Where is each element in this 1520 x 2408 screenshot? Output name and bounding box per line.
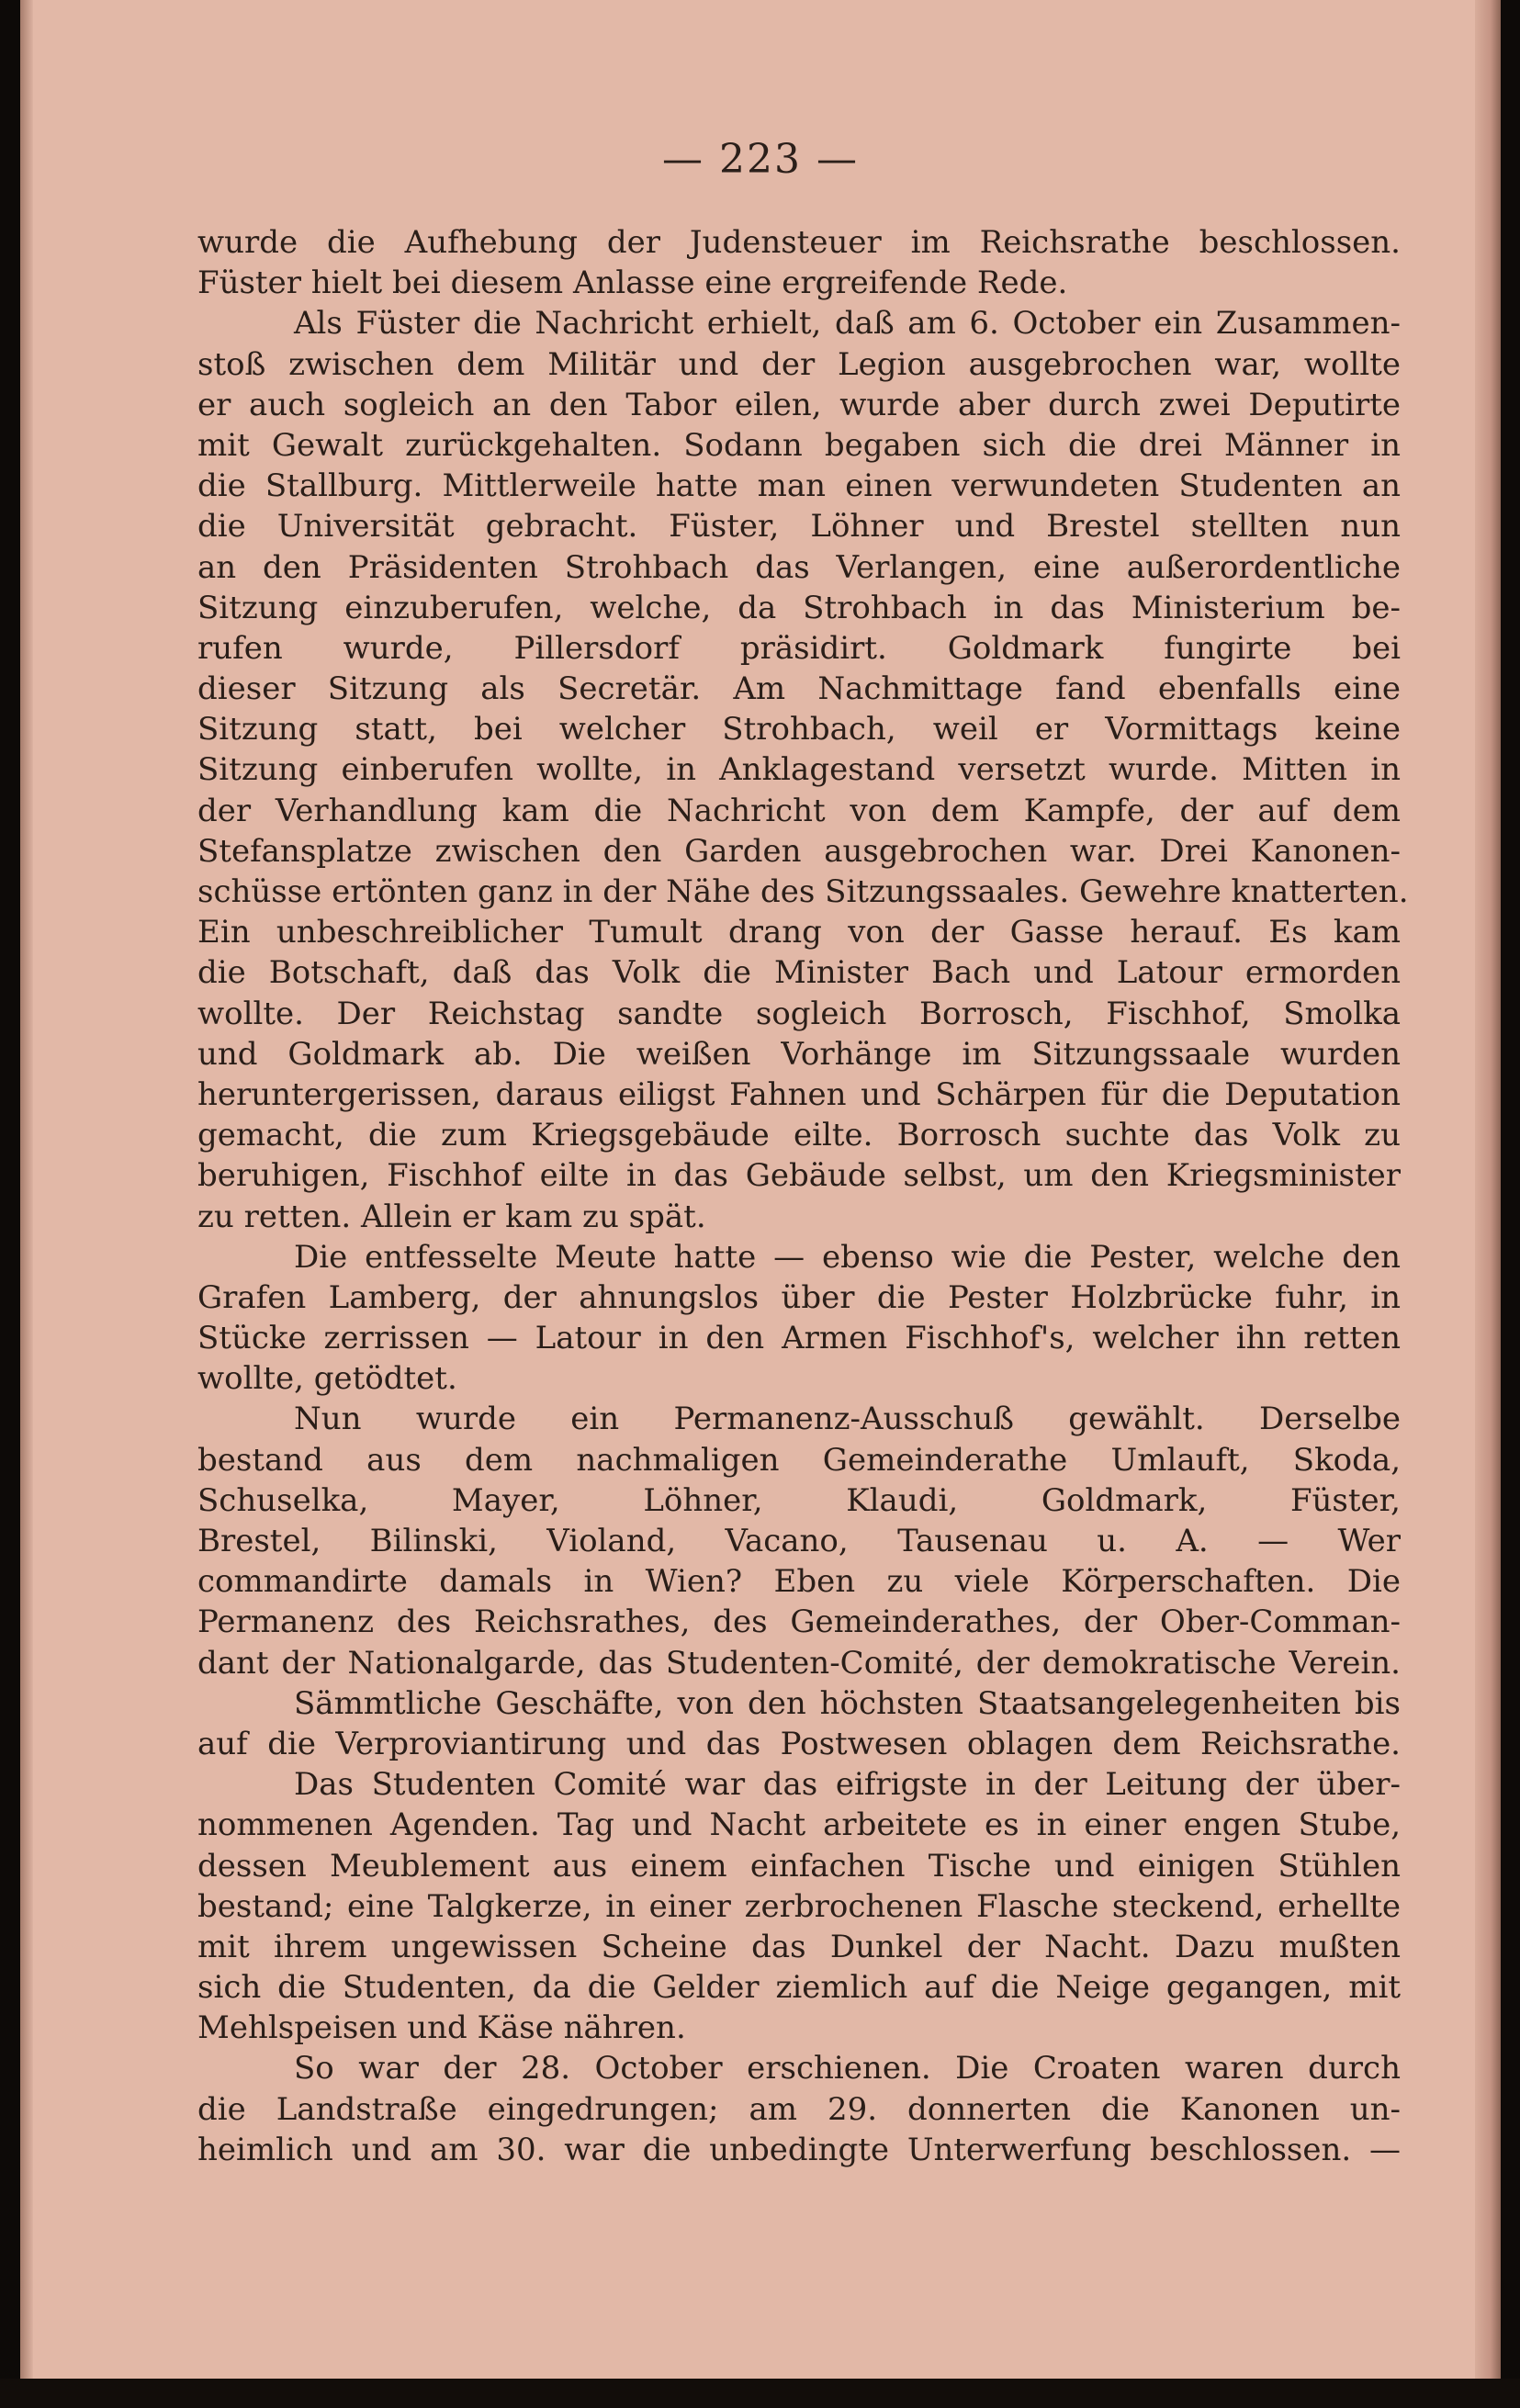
text-line: stoß zwischen dem Militär und der Legion ausgebrochen war, wollte <box>197 345 1401 383</box>
text-line: die Landstraße eingedrungen; am 29. donnerten die Kanonen un- <box>197 2090 1401 2128</box>
page-binding-edge <box>1475 0 1501 2408</box>
text-line: er auch sogleich an den Tabor eilen, wurde aber durch zwei Deputirte <box>197 386 1401 423</box>
text-line: die Stallburg. Mittlerweile hatte man einen verwundeten Studenten an <box>197 467 1401 505</box>
text-line: an den Präsidenten Strohbach das Verlangen, eine außerordentliche <box>197 548 1401 586</box>
text-line: Sitzung einzuberufen, welche, da Strohbach in das Ministerium be- <box>197 589 1401 626</box>
text-line: Nun wurde ein Permanenz-Ausschuß gewählt. Derselbe <box>294 1401 1401 1438</box>
text-line: und Goldmark ab. Die weißen Vorhänge im Sitzungssaale wurden <box>197 1035 1401 1073</box>
text-line: dieser Sitzung als Secretär. Am Nachmittage fand ebenfalls eine <box>197 670 1401 708</box>
text-line: mit ihrem ungewissen Scheine das Dunkel der Nacht. Dazu mußten <box>197 1928 1401 1965</box>
text-line: So war der 28. October erschienen. Die Croaten waren durch <box>294 2050 1401 2087</box>
text-line: wurde die Aufhebung der Judensteuer im Reichsrathe beschlossen. <box>197 224 1401 261</box>
text-line: auf die Verproviantirung und das Postwesen oblagen dem Reichsrathe. <box>197 1725 1401 1762</box>
text-line: Stefansplatze zwischen den Garden ausgebrochen war. Drei Kanonen- <box>197 832 1401 870</box>
text-line: heimlich und am 30. war die unbedingte Unterwerfung beschlossen. — <box>197 2131 1401 2168</box>
text-line: commandirte damals in Wien? Eben zu viele Körperschaften. Die <box>197 1563 1401 1601</box>
text-line: bestand; eine Talgkerze, in einer zerbrochenen Flasche steckend, erhellte <box>197 1887 1401 1925</box>
text-line: sich die Studenten, da die Gelder ziemlich auf die Neige gegangen, mit <box>197 1969 1401 2007</box>
text-line: mit Gewalt zurückgehalten. Sodann begaben sich die drei Männer in <box>197 426 1401 464</box>
text-line: Sitzung einberufen wollte, in Anklagestand versetzt wurde. Mitten in <box>197 751 1401 789</box>
scan-background <box>0 2379 1520 2408</box>
text-line: gemacht, die zum Kriegsgebäude eilte. Borrosch suchte das Volk zu <box>197 1117 1401 1154</box>
text-line: die Botschaft, daß das Volk die Minister Bach und Latour ermorden <box>197 954 1401 992</box>
body-text <box>197 222 1409 2170</box>
text-line: wollte. Der Reichstag sandte sogleich Borrosch, Fischhof, Smolka <box>197 995 1401 1032</box>
text-line: der Verhandlung kam die Nachricht von dem Kampfe, der auf dem <box>197 792 1401 829</box>
text-line: Brestel, Bilinski, Violand, Vacano, Tausenau u. A. — Wer <box>197 1523 1401 1559</box>
text-line: bestand aus dem nachmaligen Gemeinderathe Umlauft, Skoda, <box>197 1441 1401 1479</box>
text-line: wollte, getödtet. <box>197 1360 457 1398</box>
text-line: zu retten. Allein er kam zu spät. <box>197 1198 706 1235</box>
text-line: schüsse ertönten ganz in der Nähe des Sitzungssaales. Gewehre knatterten. <box>197 873 1409 910</box>
text-line: die Universität gebracht. Füster, Löhner und Brestel stellten nun <box>197 508 1401 546</box>
text-line: Permanenz des Reichsrathes, des Gemeinderathes, der Ober-Comman- <box>197 1603 1401 1641</box>
page-number: — 223 — <box>662 136 859 183</box>
text-line: heruntergerissen, daraus eiligst Fahnen und Schärpen für die Deputation <box>197 1075 1401 1113</box>
text-line: Mehlspeisen und Käse nähren. <box>197 2009 686 2047</box>
text-line: beruhigen, Fischhof eilte in das Gebäude selbst, um den Kriegsminister <box>197 1157 1401 1195</box>
page-left-edge <box>20 0 33 2408</box>
text-line: Grafen Lamberg, der ahnungslos über die Pester Holzbrücke fuhr, in <box>197 1278 1401 1316</box>
text-line: rufen wurde, Pillersdorf präsidirt. Goldmark fungirte bei <box>197 629 1401 667</box>
text-line: dessen Meublement aus einem einfachen Tische und einigen Stühlen <box>197 1847 1401 1885</box>
book-page <box>20 0 1501 2408</box>
text-line: Das Studenten Comité war das eifrigste in der Leitung der über- <box>294 1766 1401 1804</box>
text-line: Schuselka, Mayer, Löhner, Klaudi, Goldmark, Füster, <box>197 1481 1401 1519</box>
text-line: dant der Nationalgarde, das Studenten-Comité, der demokratische Verein. <box>197 1644 1401 1682</box>
text-line: Sitzung statt, bei welcher Strohbach, weil er Vormittags keine <box>197 711 1401 748</box>
text-line: Die entfesselte Meute hatte — ebenso wie die Pester, welche den <box>294 1238 1401 1276</box>
text-line: Füster hielt bei diesem Anlasse eine ergreifende Rede. <box>197 264 1068 302</box>
text-line: Als Füster die Nachricht erhielt, daß am 6. October ein Zusammen- <box>294 305 1401 343</box>
text-line: Sämmtliche Geschäfte, von den höchsten Staatsangelegenheiten bis <box>294 1684 1401 1722</box>
text-line: nommenen Agenden. Tag und Nacht arbeitete es in einer engen Stube, <box>197 1806 1401 1844</box>
text-line: Ein unbeschreiblicher Tumult drang von der Gasse herauf. Es kam <box>197 914 1401 951</box>
text-line: Stücke zerrissen — Latour in den Armen Fischhof's, welcher ihn retten <box>197 1320 1401 1357</box>
